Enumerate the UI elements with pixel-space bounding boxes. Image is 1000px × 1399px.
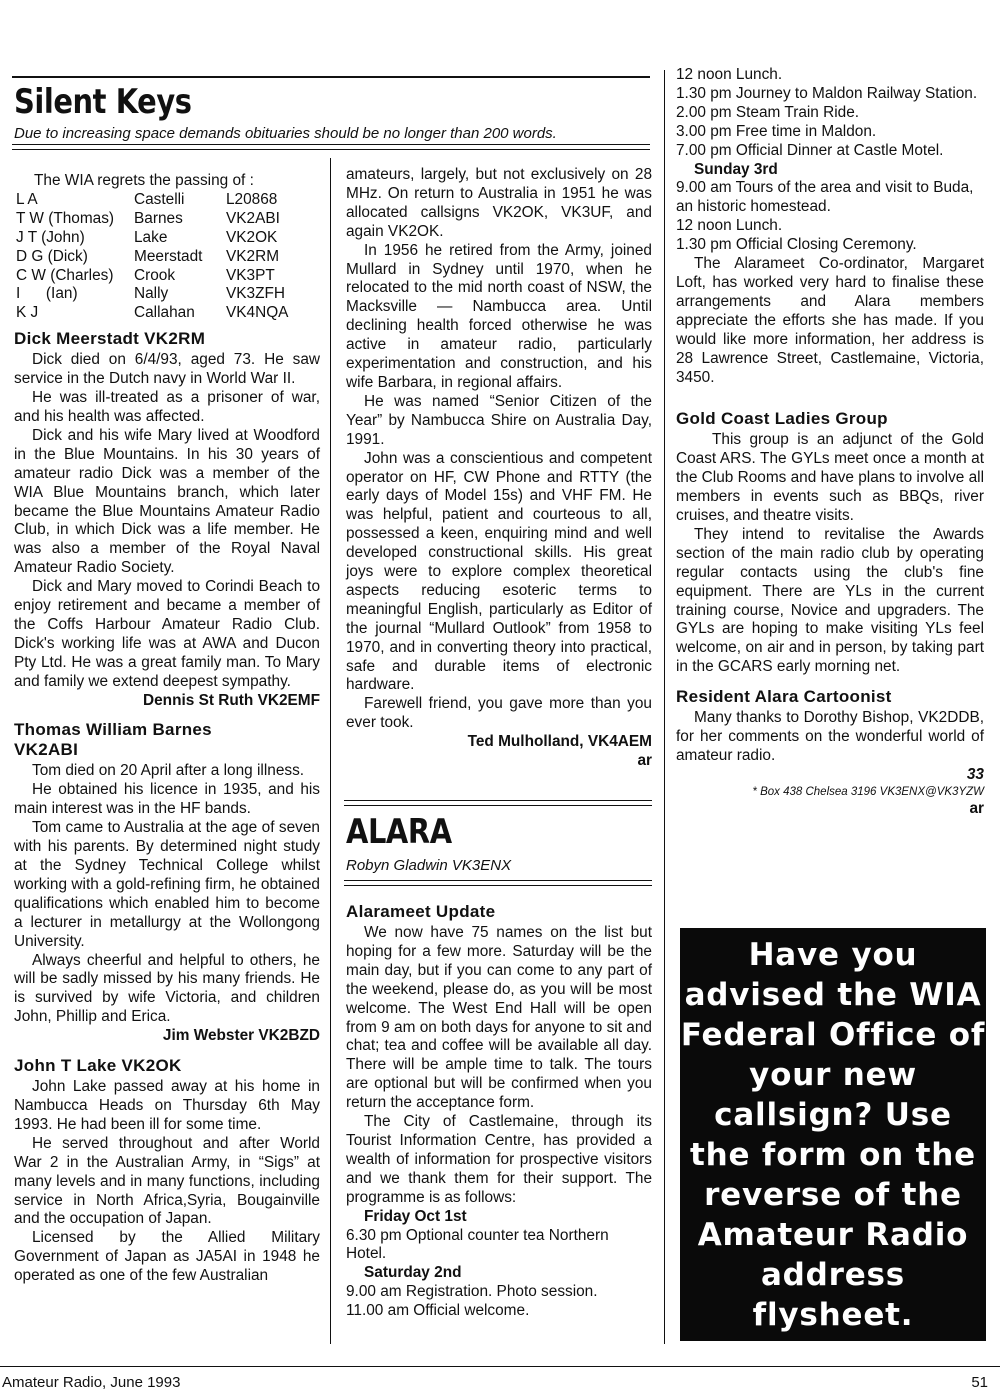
title-double-rule — [12, 144, 650, 150]
schedule-item: 12 noon Lunch. — [676, 217, 783, 235]
barnes-p4: Always cheerful and helpful to others, he will be sadly missed by his many friends. He is survived by wife Victoria, and children John, Phillip and Erica. — [14, 951, 320, 1026]
intro-text: The WIA regrets the passing of : — [34, 172, 254, 189]
roll-initials: C W (Charles) — [16, 266, 114, 284]
top-rule-left — [12, 76, 650, 78]
column-2 — [346, 166, 652, 771]
roll-surname: Meerstadt — [134, 247, 203, 265]
column-divider-2 — [664, 70, 665, 1344]
goldcoast-heading: Gold Coast Ladies Group — [676, 409, 888, 429]
meerstadt-p1: Dick died on 6/4/93, aged 73. He saw service in the Dutch navy in World War II. — [14, 351, 320, 388]
lake-p4: amateurs, largely, but not exclusively on 28 MHz. On return to Australia in 1951 he was allocated callsigns VK2OK, VK3UF, and again VK2OK. — [346, 166, 652, 240]
schedule-item: 9.00 am Tours of the area and visit to Buda, an historic homestead. — [676, 179, 974, 216]
lake-signature: Ted Mulholland, VK4AEM — [467, 733, 652, 751]
roll-surname: Crook — [134, 266, 176, 284]
schedule-item: 1.30 pm Official Closing Ceremony. — [676, 236, 917, 254]
roll-surname: Barnes — [134, 209, 183, 227]
barnes-heading-line1: Thomas William Barnes — [14, 720, 212, 740]
column-2-alara — [346, 900, 652, 1321]
roll-initials: J T (John) — [16, 228, 85, 246]
roll-initials: K J — [16, 304, 39, 322]
lake-p5: In 1956 he retired from the Army, joined Mullard in Sydney until 1970, when he relocated to the mid north coast of NSW, the Macksville — Nambucca area. Until declining health forced otherwise he was active in amateur radio, particularly experimentation and construction, and his wife Barbara, in regional affairs. — [346, 241, 652, 391]
roll-initials: L A — [16, 190, 38, 208]
roll-call: VK3PT — [226, 266, 275, 284]
schedule-item: 3.00 pm Free time in Maldon. — [676, 122, 877, 140]
barnes-heading-line2: VK2ABI — [14, 740, 79, 760]
roll-row — [16, 229, 306, 248]
schedule-item: 9.00 am Registration. Photo session. — [346, 1283, 598, 1301]
column-divider-1 — [330, 158, 331, 1344]
alarameet-heading: Alarameet Update — [346, 902, 496, 921]
roll-initials: D G (Dick) — [16, 247, 88, 265]
lake-p1: John Lake passed away at his home in Nambucca Heads on Thursday 6th May 1993. He had been ill for some time. — [14, 1078, 320, 1133]
lake-p3: Licensed by the Allied Military Government of Japan as JA5AI in 1948 he operated as one of the few Australian — [14, 1229, 320, 1285]
alara-byline: Robyn Gladwin VK3ENX — [346, 857, 512, 874]
cartoonist-heading: Resident Alara Cartoonist — [676, 687, 892, 707]
schedule-item: 12 noon Lunch. — [676, 66, 783, 83]
meerstadt-p3: Dick and his wife Mary lived at Woodford in the Blue Mountains. In his 30 years of amateur radio Dick was a member of the WIA Blue Mountains branch, which later became the Blue Mountains Amateur Radio Club, in which Dick was a life member. He was also a member of the Royal Naval Amateur Radio Society. — [14, 426, 320, 577]
roll-row — [16, 267, 306, 286]
column-3 — [676, 66, 984, 819]
roll-row — [16, 210, 306, 229]
page-subtitle: Due to increasing space demands obituaries should be no longer than 200 words. — [14, 125, 557, 142]
saturday-label: Saturday 2nd — [364, 1264, 462, 1282]
lake-heading: John T Lake VK2OK — [14, 1056, 182, 1076]
alara-double-rule-bottom — [344, 880, 652, 886]
roll-call: VK4NQA — [226, 304, 289, 322]
cartoonist-p1: Many thanks to Dorothy Bishop, VK2DDB, for her comments on the wonderful world of amateur radio. — [676, 709, 984, 764]
roll-row — [16, 191, 306, 210]
footer-rule — [0, 1366, 1000, 1367]
goldcoast-p1: This group is an adjunct of the Gold Coast ARS. The GYLs meet once a month at the Club Rooms and have plans to involve all members in events such as BBQs, river cruises, and theatre visits. — [676, 431, 984, 525]
lake-p6: He was named “Senior Citizen of the Year” by Nambucca Shire on Australia Day, 1991. — [346, 392, 652, 448]
page-title: Silent Keys — [14, 82, 192, 122]
schedule-item: 6.30 pm Optional counter tea Northern Hotel. — [346, 1226, 609, 1263]
roll-row — [16, 285, 306, 304]
schedule-item: 11.00 am Official welcome. — [346, 1302, 530, 1320]
schedule-item: 2.00 pm Steam Train Ride. — [676, 103, 860, 121]
alarameet-p3: The Alarameet Co-ordinator, Margaret Loft, has worked very hard to finalise these arrangements and Alara members appreciate the efforts she has made. If you would like more information, her address is 28 Lawrence Street, Castlemaine, Victoria, 3450. — [676, 255, 984, 386]
schedule-item: 7.00 pm Official Dinner at Castle Motel. — [676, 141, 944, 159]
barnes-heading — [14, 720, 320, 760]
meerstadt-heading: Dick Meerstadt VK2RM — [14, 329, 206, 349]
barnes-p1: Tom died on 20 April after a long illness. — [32, 762, 305, 780]
lake-end-mark: ar — [637, 752, 652, 770]
roll-row — [16, 304, 306, 323]
alara-page-number: 33 — [966, 765, 984, 783]
wia-advert-text: Have you advised the WIA Federal Office of your new callsign? Use the form on the reverse of the Amateur Radio address flysheet. — [680, 936, 986, 1333]
alara-title: ALARA — [346, 812, 452, 852]
meerstadt-signature: Dennis St Ruth VK2EMF — [143, 691, 320, 709]
roll-row — [16, 248, 306, 267]
roll-call: VK2RM — [226, 247, 280, 265]
column-1 — [14, 172, 320, 1286]
friday-label: Friday Oct 1st — [364, 1207, 467, 1225]
roll-call-table — [16, 191, 306, 323]
roll-call: VK3ZFH — [226, 285, 286, 303]
roll-initials: T W (Thomas) — [16, 209, 115, 227]
roll-call: L20868 — [226, 190, 278, 208]
lake-p2: He served throughout and after World War 2 in the Australian Army, in “Sigs” at many levels and in many functions, including service in North Africa,Syria, Bougainville and the occupation of Japan. — [14, 1134, 320, 1228]
barnes-p2: He obtained his licence in 1935, and his main interest was in the HF bands. — [14, 781, 320, 818]
alara-end-mark: ar — [969, 799, 984, 817]
sunday-label: Sunday 3rd — [694, 160, 778, 178]
roll-call: VK2OK — [226, 228, 278, 246]
roll-call: VK2ABI — [226, 209, 280, 227]
roll-surname: Callahan — [134, 304, 195, 322]
goldcoast-p2: They intend to revitalise the Awards section of the main radio club by operating regular contacts using the club's fine equipment. There are YLs in the current training course, Novice and upgraders. The GYLs are hoping to make visiting YLs feel welcome, on air and in person, by taking part in the GCARS early morning net. — [676, 525, 984, 676]
meerstadt-p4: Dick and Mary moved to Corindi Beach to enjoy retirement and became a member of the Coffs Harbour Amateur Radio Club. Dick's working life was at AWA and Ducon Pty Ltd. He was a great family man. To Mary and family we extend deepest sympathy. — [14, 578, 320, 690]
barnes-signature: Jim Webster VK2BZD — [162, 1027, 320, 1045]
roll-surname: Nally — [134, 285, 169, 303]
meerstadt-p2: He was ill-treated as a prisoner of war, and his health was affected. — [14, 389, 320, 425]
roll-initials: I (Ian) — [16, 285, 78, 303]
wia-advert-box — [680, 928, 986, 1341]
roll-surname: Lake — [134, 228, 168, 246]
alara-footnote: * Box 438 Chelsea 3196 VK3ENX@VK3YZW — [752, 785, 984, 798]
alara-double-rule-top — [344, 800, 652, 806]
schedule-item: 1.30 pm Journey to Maldon Railway Station. — [676, 84, 978, 102]
lake-p7: John was a conscientious and competent operator on HF, CW Phone and RTTY (the early days of Model 15s) and VHF FM. He was helpful, patient and courteous to all, possessed a keen, enquiring mind and well developed constructional skills. His great joys were to explore complex theoretical aspects reducing esoteric terms to meaningful English, particularly as Editor of the journal “Mullard Outlook” from 1958 to 1970, and in converting theory into practical, safe and durable items of electronic hardware. — [346, 449, 652, 694]
alarameet-p2: The City of Castlemaine, through its Tourist Information Centre, has provided a wealth of information for prospective visitors and we thank them for their support. The programme is as follows: — [346, 1113, 652, 1206]
roll-surname: Castelli — [134, 190, 185, 208]
footer-publication: Amateur Radio, June 1993 — [2, 1374, 181, 1391]
lake-p8: Farewell friend, you gave more than you ever took. — [346, 695, 652, 732]
alarameet-p1: We now have 75 names on the list but hoping for a few more. Saturday will be the main day, but if you can come to any part of the weekend, please do, as you will be most welcome. The West End Hall will be open from 9 am on both days for anyone to sit and chat; tea and coffee will be available all day. There will be ample time to talk. The tours are optional but will be confirmed when you return the acceptance form. — [346, 924, 652, 1112]
footer-page-number: 51 — [971, 1374, 988, 1391]
barnes-p3: Tom came to Australia at the age of seven with his parents. By determined night study at the Sydney Technical College whilst working with a gold-refining firm, he obtained qualifications which enabled him to become a lecturer in metallurgy at the Wollongong University. — [14, 819, 320, 950]
